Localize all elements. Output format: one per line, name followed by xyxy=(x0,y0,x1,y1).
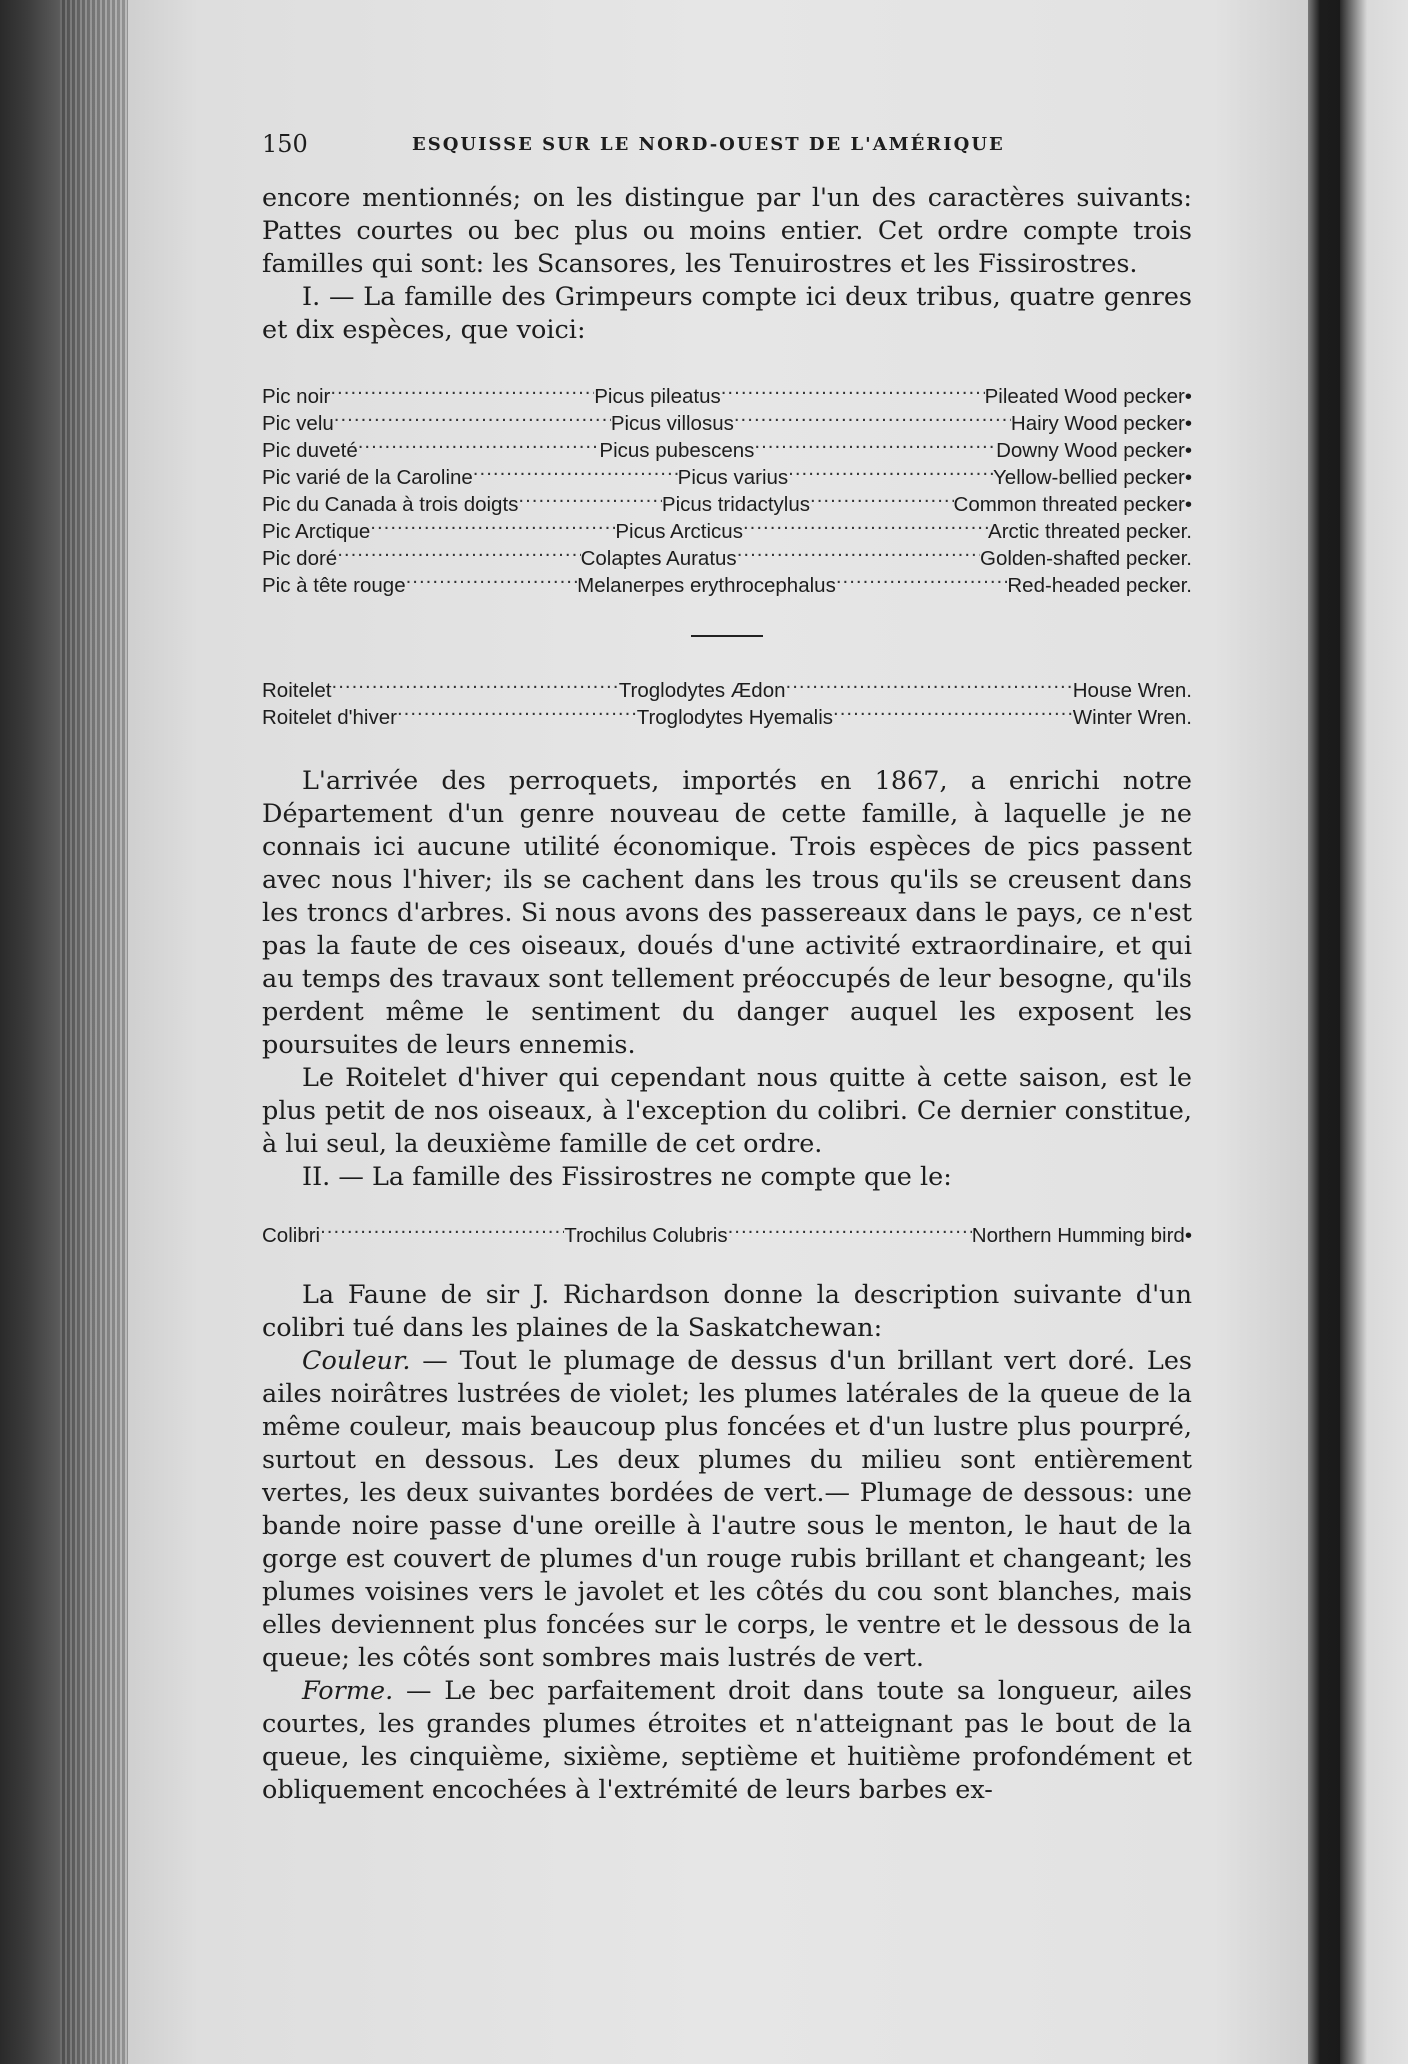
french-name: Roitelet xyxy=(262,679,332,702)
english-name: Winter Wren. xyxy=(1072,706,1192,729)
french-name: Pic noir xyxy=(262,385,331,408)
paragraph: La Faune de sir J. Richardson donne la description suivante d'un colibri tué dans les plaines de la Saskatchewan: xyxy=(262,1280,1192,1343)
page-content xyxy=(262,130,1192,1807)
couleur-text: — Tout le plumage de dessus d'un brillant vert doré. Les ailes noirâtres lustrées de violet; les plumes latérales de la queue de la même couleur, mais beaucoup plus foncées et d'un lustre plus pourpré, surtout en dessous. Les deux plumes du milieu sont entièrement vertes, les deux suivantes bordées de vert.— Plumage de dessous: une bande noire passe d'une oreille à l'autre sous le menton, le haut de la gorge est couvert de plumes d'un rouge rubis brillant et changeant; les plumes voisines vers le javolet et les côtés du cou sont blanches, mais elles deviennent plus foncées sur le corps, le ventre et le dessous de la queue; les côtés sont sombres mais lustrés de vert. xyxy=(262,1346,1192,1673)
woodpecker-list xyxy=(262,383,1192,599)
english-name: Red-headed pecker. xyxy=(1007,574,1192,597)
english-name: Downy Wood pecker• xyxy=(996,439,1192,462)
species-row xyxy=(262,383,1192,410)
latin-name: Picus pileatus xyxy=(594,385,721,408)
latin-name: Picus pubescens xyxy=(599,439,755,462)
latin-name: Picus Arcticus xyxy=(615,520,743,543)
french-name: Colibri xyxy=(262,1224,321,1247)
french-name: Pic du Canada à trois doigts xyxy=(262,493,519,516)
latin-name: Picus tridactylus xyxy=(661,493,811,516)
couleur-label: Couleur. xyxy=(302,1346,411,1376)
french-name: Pic à tête rouge xyxy=(262,574,406,597)
paragraph-couleur xyxy=(262,1345,1192,1675)
english-name: Northern Humming bird• xyxy=(971,1224,1192,1247)
french-name: Pic varié de la Caroline xyxy=(262,466,473,489)
species-row xyxy=(262,572,1192,599)
species-row xyxy=(262,410,1192,437)
page-number: 150 xyxy=(262,130,308,158)
species-row xyxy=(262,464,1192,491)
running-title: ESQUISSE SUR LE NORD-OUEST DE L'AMÉRIQUE xyxy=(412,134,1005,155)
french-name: Pic Arctique xyxy=(262,520,371,543)
english-name: Yellow-bellied pecker• xyxy=(993,466,1192,489)
latin-name: Trochilus Colubris xyxy=(564,1224,728,1247)
latin-name: Troglodytes Ædon xyxy=(618,679,786,702)
paragraph: encore mentionnés; on les distingue par l'un des caractères suivants: Pattes courtes ou bec plus ou moins entier. Cet ordre compte trois familles qui sont: les Scansores, les Tenuirostres et les Fissirostres. xyxy=(262,183,1192,279)
english-name: Golden-shafted pecker. xyxy=(980,547,1192,570)
latin-name: Picus varius xyxy=(677,466,789,489)
paragraph: Le Roitelet d'hiver qui cependant nous quitte à cette saison, est le plus petit de nos oiseaux, à l'exception du colibri. Ce dernier constitue, à lui seul, la deuxième famille de cet ordre. xyxy=(262,1063,1192,1159)
french-name: Pic duveté xyxy=(262,439,358,462)
species-row xyxy=(262,1222,1192,1249)
species-row xyxy=(262,545,1192,572)
section-divider xyxy=(691,635,763,637)
english-name: House Wren. xyxy=(1072,679,1192,702)
species-row xyxy=(262,518,1192,545)
paragraph: L'arrivée des perroquets, importés en 1867, a enrichi notre Département d'un genre nouveau de cette famille, à laquelle je ne connais ici aucune utilité économique. Trois espèces de pics passent avec nous l'hiver; ils se cachent dans les trous qu'ils se creusent dans les troncs d'arbres. Si nous avons des passereaux dans le pays, ce n'est pas la faute de ces oiseaux, doués d'une activité extraordinaire, et qui au temps des travaux sont tellement préoccupés de leur besogne, qu'ils perdent même le sentiment du danger auquel les exposent les poursuites de leurs ennemis. xyxy=(262,766,1192,1060)
latin-name: Melanerpes erythrocephalus xyxy=(577,574,836,597)
english-name: Hairy Wood pecker• xyxy=(1010,412,1192,435)
french-name: Roitelet d'hiver xyxy=(262,706,397,729)
forme-text: — Le bec parfaitement droit dans toute sa longueur, ailes courtes, les grandes plumes étroites et n'atteignant pas le bout de la queue, les cinquième, sixième, septième et huitième profondément et obliquement encochées à l'extrémité de leurs barbes ex- xyxy=(262,1676,1192,1805)
species-row xyxy=(262,704,1192,731)
english-name: Arctic threated pecker. xyxy=(988,520,1192,543)
french-name: Pic velu xyxy=(262,412,334,435)
wren-list xyxy=(262,677,1192,731)
paragraph: II. — La famille des Fissirostres ne compte que le: xyxy=(302,1162,952,1192)
paragraph: I. — La famille des Grimpeurs compte ici deux tribus, quatre genres et dix espèces, que voici: xyxy=(262,282,1192,345)
page-header xyxy=(262,130,1192,166)
english-name: Pileated Wood pecker• xyxy=(984,385,1192,408)
paragraph-forme xyxy=(262,1675,1192,1807)
latin-name: Colaptes Auratus xyxy=(580,547,737,570)
english-name: Common threated pecker• xyxy=(953,493,1192,516)
french-name: Pic doré xyxy=(262,547,338,570)
species-row xyxy=(262,437,1192,464)
latin-name: Troglodytes Hyemalis xyxy=(636,706,834,729)
forme-label: Forme. xyxy=(302,1676,394,1706)
species-row xyxy=(262,491,1192,518)
next-page-edge xyxy=(1340,0,1408,2064)
latin-name: Picus villosus xyxy=(610,412,734,435)
page-stack-lines xyxy=(60,0,130,2064)
hummingbird-list xyxy=(262,1222,1192,1249)
species-row xyxy=(262,677,1192,704)
